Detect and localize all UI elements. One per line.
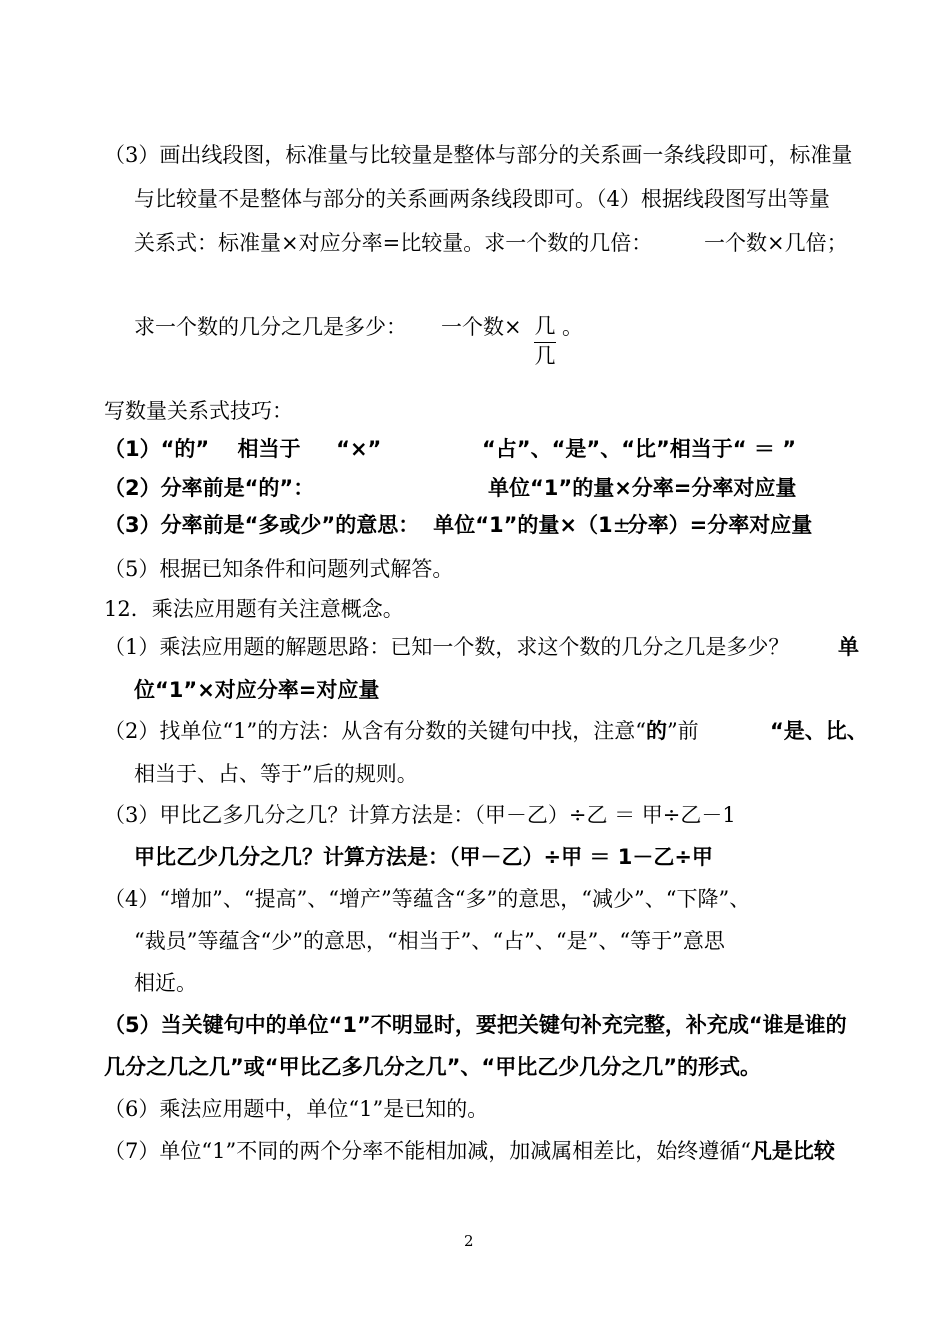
text-line: （2）分率前是“的”： [104, 476, 315, 500]
section-heading: 12．乘法应用题有关注意概念。 [104, 597, 404, 621]
section-heading: 写数量关系式技巧： [104, 399, 293, 423]
text-line: 。 [562, 315, 583, 339]
text-line [104, 716, 699, 746]
text-line: 几分之几之几”或“甲比乙多几分之几”、“甲比乙少几分之几”的形式。 [104, 1055, 762, 1079]
text-line: 与比较量不是整体与部分的关系画两条线段即可。（4）根据线段图写出等量 [134, 187, 830, 211]
page-number: 2 [464, 1232, 474, 1250]
text-line: 甲比乙少几分之几？计算方法是：（甲－乙）÷甲 ＝ 1－乙÷甲 [134, 845, 713, 869]
text-line: （3）画出线段图，标准量与比较量是整体与部分的关系画一条线段即可，标准量 [104, 143, 853, 167]
text-line: 相近。 [134, 971, 197, 995]
text-line: （1）乘法应用题的解题思路：已知一个数，求这个数的几分之几是多少？ [104, 635, 790, 659]
text-segment: （3）分率前是“多或少”的意思： [104, 513, 420, 537]
text-line: 一个数×几倍； [704, 231, 848, 255]
text-segment: （7）单位“1”不同的两个分率不能相加减，加减属相差比，始终遵循“ [104, 1139, 751, 1163]
text-segment: 单位“1”的量×（1 [433, 513, 613, 537]
text-line: 相当于、占、等于”后的规则。 [134, 762, 418, 786]
text-line: （5）当关键句中的单位“1”不明显时，要把关键句补充完整，补充成“谁是谁的 [104, 1013, 847, 1037]
text-line: （6）乘法应用题中，单位“1”是已知的。 [104, 1097, 489, 1121]
text-segment: ”前 [666, 719, 699, 743]
text-line: 单 [838, 635, 859, 659]
text-line: 位“1”×对应分率=对应量 [134, 678, 380, 702]
text-line [104, 1136, 835, 1166]
text-segment: 凡是比较 [750, 1139, 835, 1163]
text-line: （4）“增加”、“提高”、“增产”等蕴含“多”的意思，“减少”、“下降”、 [104, 887, 751, 911]
text-line: “占”、“是”、“比”相当于“ ＝ ” [482, 437, 797, 461]
plus-minus-sign: ± [612, 513, 631, 537]
text-line: 关系式：标准量×对应分率=比较量。求一个数的几倍： [134, 231, 653, 255]
fraction-denominator: 几 [534, 344, 556, 368]
text-line [104, 510, 812, 540]
text-line: 一个数× [441, 315, 522, 339]
text-line: “裁员”等蕴含“少”的意思，“相当于”、“占”、“是”、“等于”意思 [134, 929, 725, 953]
text-segment: （2）找单位“1”的方法：从含有分数的关键句中找，注意“ [104, 719, 646, 743]
text-line: 单位“1”的量×分率=分率对应量 [488, 476, 797, 500]
text-line: （5）根据已知条件和问题列式解答。 [104, 557, 454, 581]
text-segment: 分率）=分率对应量 [626, 513, 813, 537]
fraction-bar [534, 342, 556, 343]
text-line: （3）甲比乙多几分之几？计算方法是：（甲－乙）÷乙 ＝ 甲÷乙－1 [104, 803, 736, 827]
text-line: “是、比、 [770, 719, 868, 743]
text-line: （1）“的” 相当于 “×” [104, 437, 382, 461]
fraction-numerator: 几 [534, 314, 556, 338]
text-segment: 的 [645, 719, 667, 743]
text-line: 求一个数的几分之几是多少： [134, 315, 407, 339]
